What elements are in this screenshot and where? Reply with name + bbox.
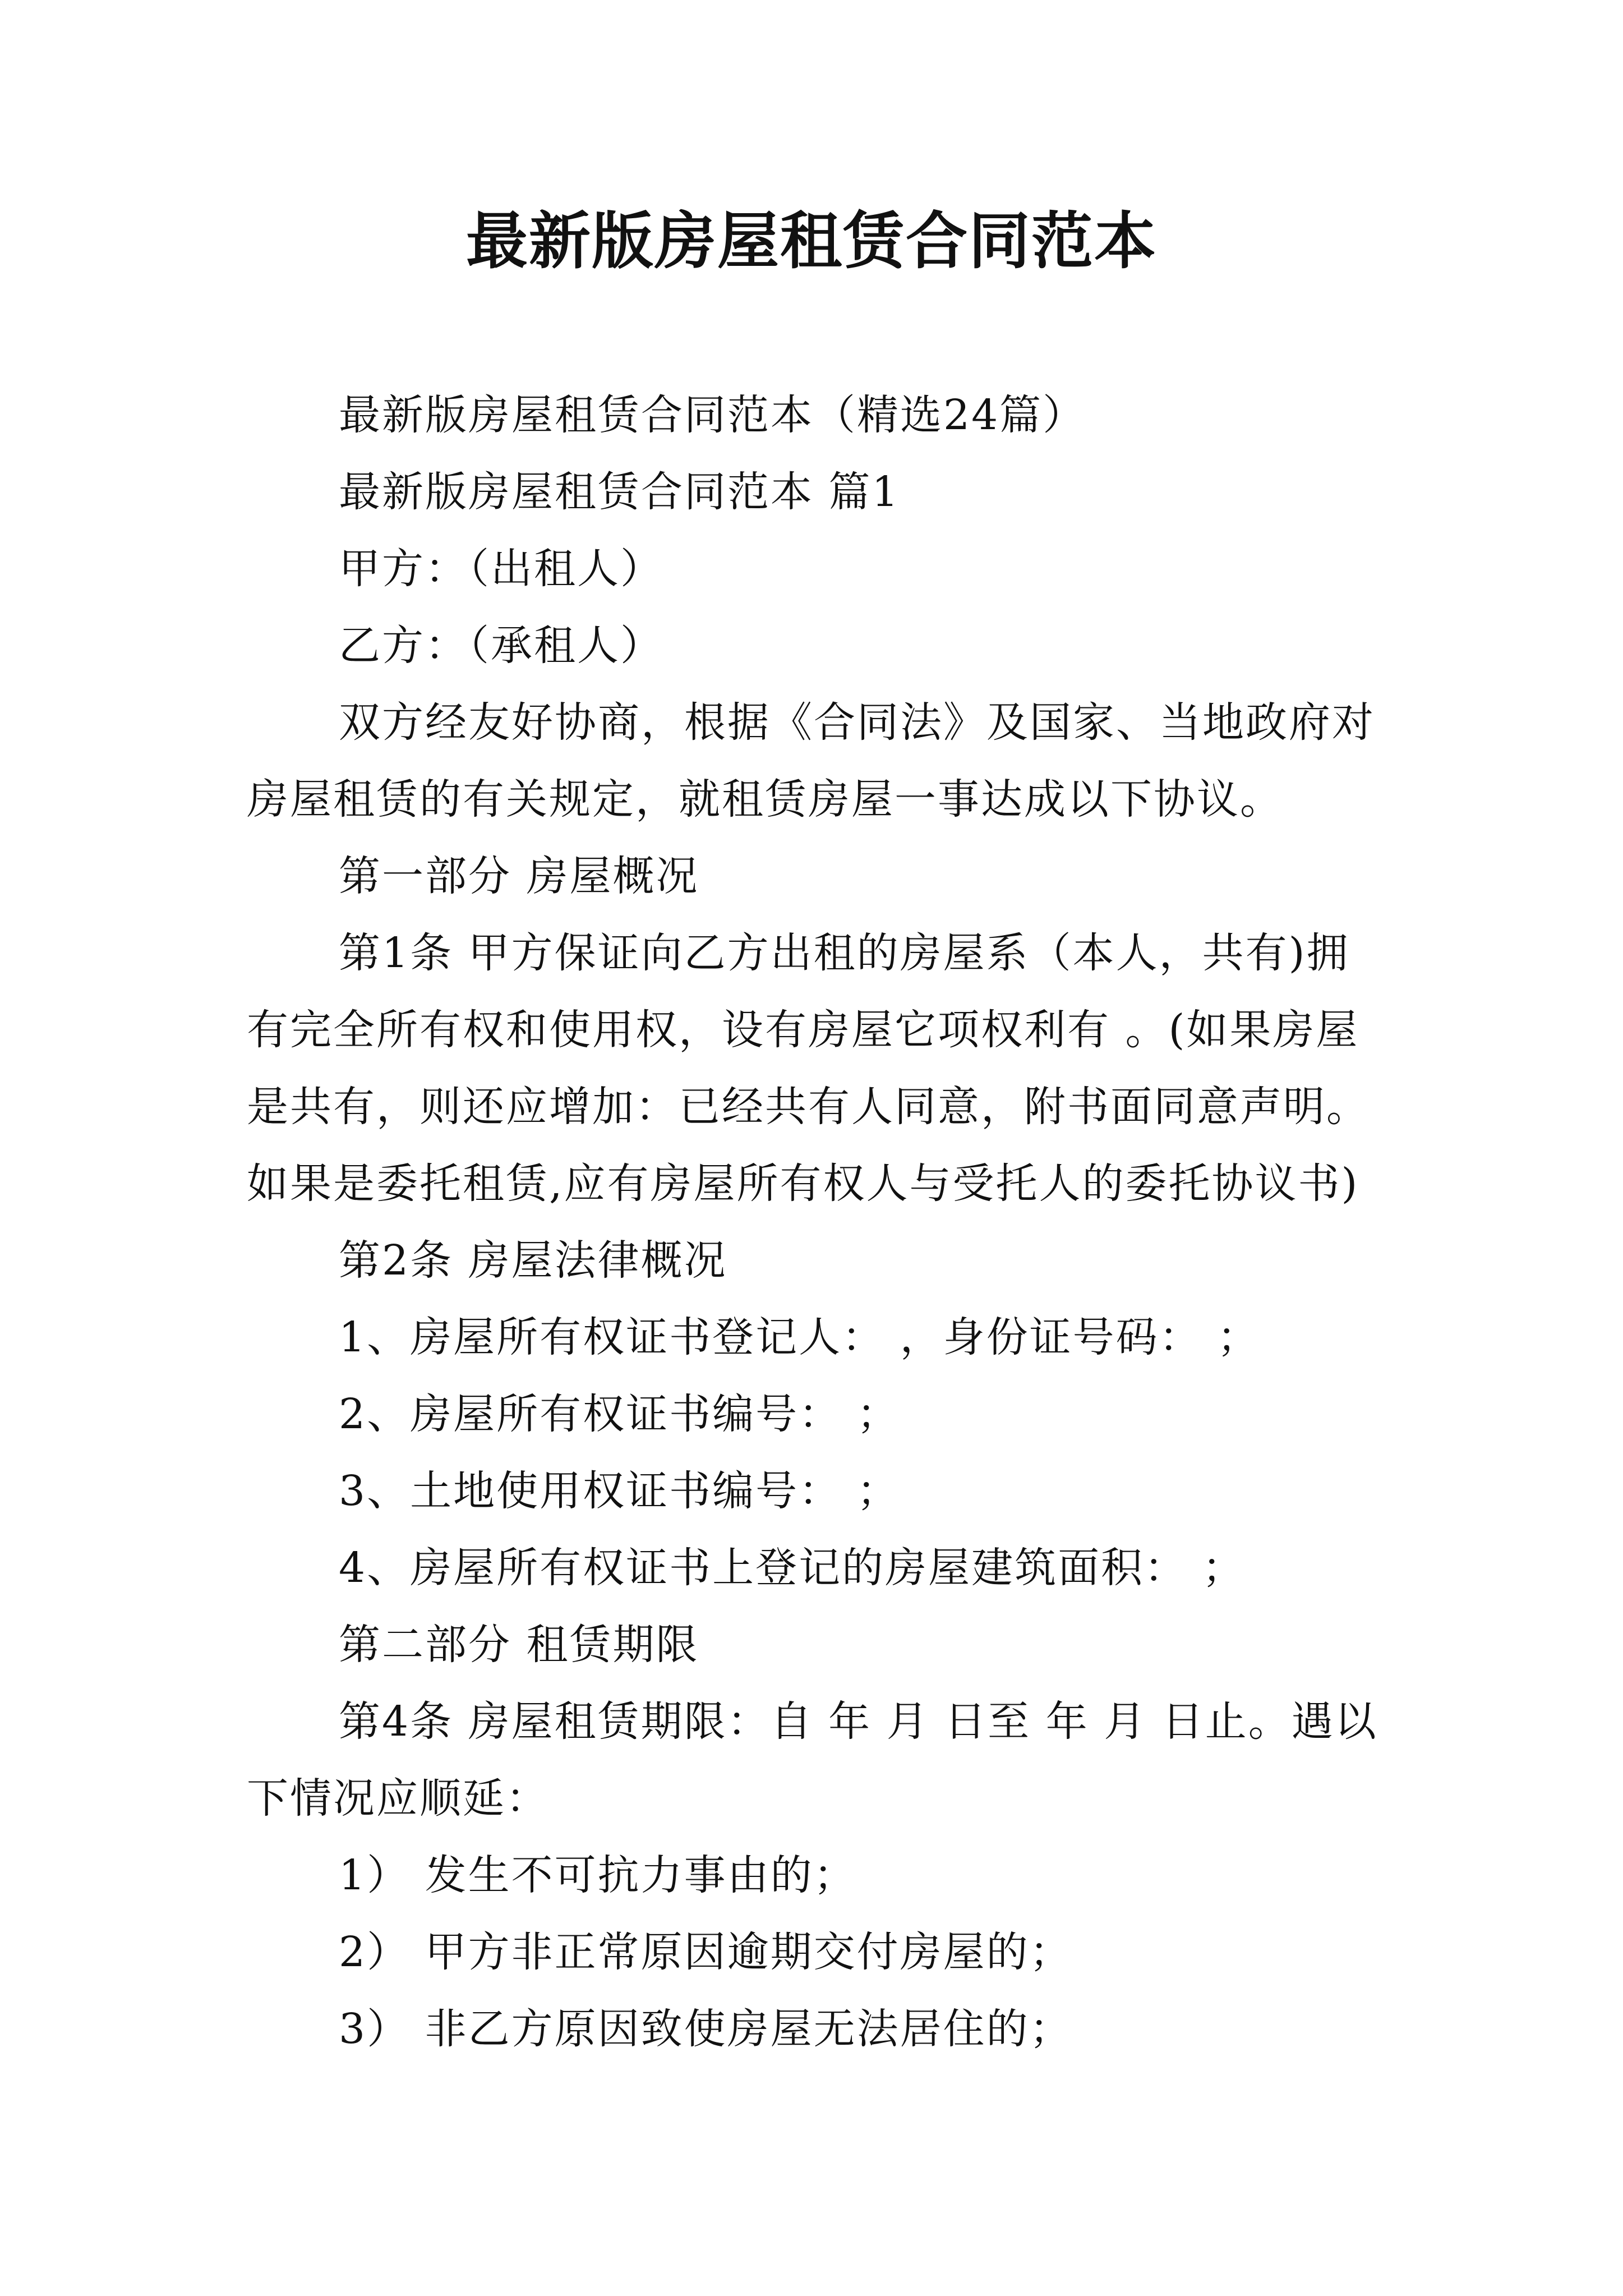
paragraph-condition-3: 3） 非乙方原因致使房屋无法居住的； (339, 2005, 1073, 2053)
paragraph-preamble: 双方经友好协商，根据《合同法》及国家、当地政府对房屋租赁的有关规定，就租赁房屋一事达成以下协议。 (247, 698, 1375, 823)
paragraph-condition-2: 2） 甲方非正常原因逾期交付房屋的； (339, 1928, 1073, 1976)
paragraph-part-two-heading: 第二部分 租赁期限 (339, 1621, 699, 1669)
document-body (247, 377, 1391, 2068)
paragraph-party-a: 甲方：（出租人） (339, 545, 663, 593)
paragraph-item-3: 3、土地使用权证书编号： ； (339, 1467, 900, 1515)
paragraph-article-4: 第4条 房屋租赁期限：自 年 月 日至 年 月 日止。遇以下情况应顺延： (247, 1697, 1378, 1823)
paragraph-article-1: 第1条 甲方保证向乙方出租的房屋系（本人，共有)拥有完全所有权和使用权，设有房屋它项权利有 。(如果房屋是共有，则还应增加：已经共有人同意，附书面同意声明。如果是委托租赁,应有房屋所有权人与受托人的委托协议书) (247, 929, 1370, 1208)
paragraph-item-4: 4、房屋所有权证书上登记的房屋建筑面积： ； (339, 1544, 1246, 1592)
paragraph-section-heading: 最新版房屋租赁合同范本 篇1 (339, 468, 900, 516)
paragraph-part-one-heading: 第一部分 房屋概况 (339, 852, 699, 900)
paragraph-item-1: 1、房屋所有权证书登记人： ，身份证号码： ； (339, 1313, 1261, 1361)
paragraph-item-2: 2、房屋所有权证书编号： ； (339, 1390, 900, 1438)
paragraph-collection-title: 最新版房屋租赁合同范本（精选24篇） (339, 391, 1086, 439)
paragraph-condition-1: 1） 发生不可抗力事由的； (339, 1851, 857, 1899)
paragraph-party-b: 乙方：（承租人） (339, 622, 663, 670)
document-title: 最新版房屋租赁合同范本 (466, 205, 1157, 277)
paragraph-article-2-heading: 第2条 房屋法律概况 (339, 1236, 727, 1285)
